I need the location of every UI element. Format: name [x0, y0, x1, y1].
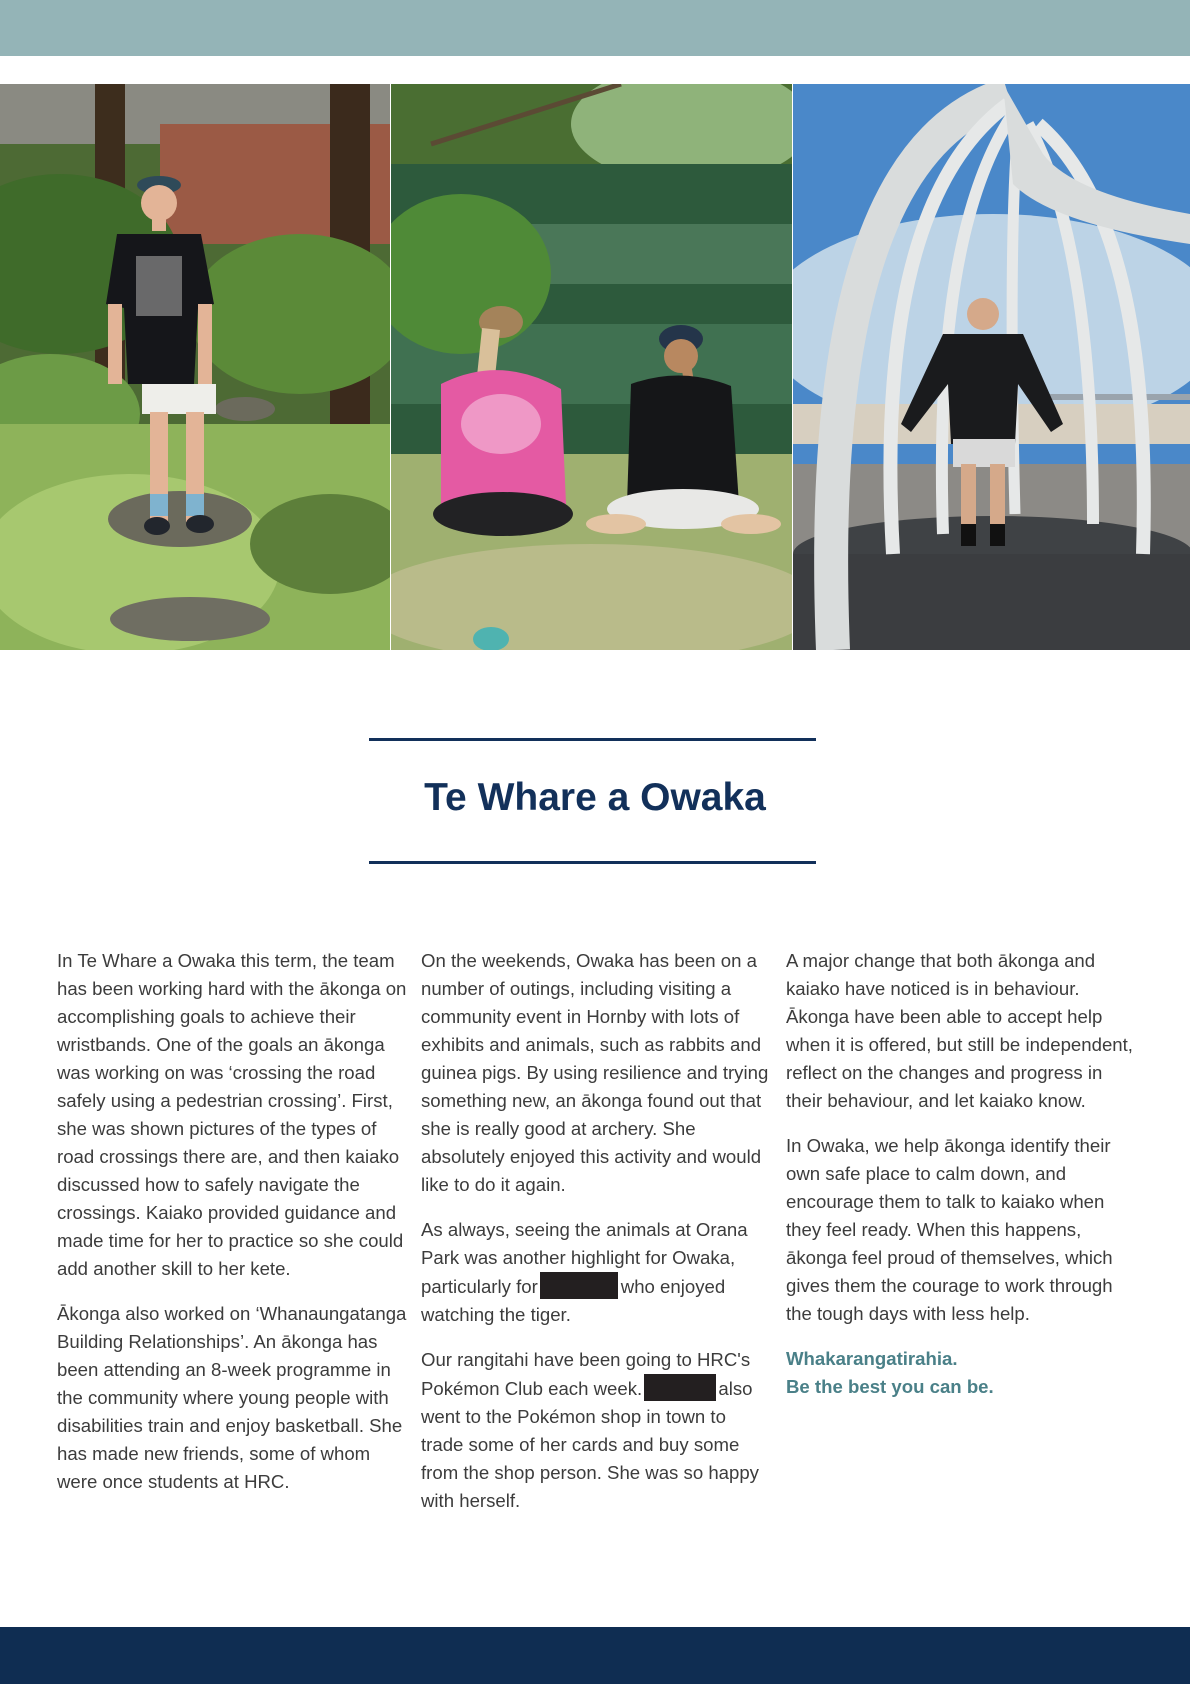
- motto-line-2: Be the best you can be.: [786, 1376, 994, 1397]
- redacted-name-block: [644, 1374, 716, 1401]
- two-students-by-river-photo: [391, 84, 792, 650]
- pokemon-text-after: also went to the Pokémon shop in town to trade some of her cards and buy some from the shop person. She was so happy with herself.: [421, 1378, 759, 1511]
- orana-park-text-after: who enjoyed watching the tiger.: [421, 1276, 726, 1325]
- paragraph-orana-park: [421, 1216, 771, 1329]
- student-in-whale-bone-sculpture-photo: [793, 84, 1190, 650]
- paragraph-behaviour-change: A major change that both ākonga and kaiako have noticed is in behaviour. Ākonga have been able to accept help when it is offered, but still be independent, reflect on the changes and progress in their behaviour, and let kaiako know.: [786, 950, 1133, 1111]
- orana-park-text-before: As always, seeing the animals at Orana Park was another highlight for Owaka, particularly for: [421, 1219, 748, 1297]
- paragraph-whanaungatanga: Ākonga also worked on ‘Whanaungatanga Building Relationships’. An ākonga has been attending an 8-week programme in the community where young people with disabilities train and enjoy basketball. She has made new friends, some of whom were once students at HRC.: [57, 1303, 407, 1492]
- student-in-fern-garden-photo: [0, 84, 390, 650]
- page-title: Te Whare a Owaka: [424, 776, 766, 819]
- text-column-1: [57, 947, 407, 1513]
- title-rule-top: [369, 738, 816, 741]
- pokemon-text-before: Our rangitahi have been going to HRC's Pokémon Club each week.: [421, 1349, 751, 1399]
- top-color-band: [0, 0, 1190, 56]
- redacted-name-block: [540, 1272, 618, 1299]
- motto-line-1: Whakarangatirahia.: [786, 1348, 958, 1369]
- title-rule-bottom: [369, 861, 816, 864]
- paragraph-safe-place: In Owaka, we help ākonga identify their own safe place to calm down, and encourage them to talk to kaiako when they feel ready. When this happens, ākonga feel proud of themselves, which gives them the courage to work through the tough days with less help.: [786, 1135, 1113, 1324]
- motto: [786, 1345, 1136, 1401]
- paragraph-pokemon-club: [421, 1346, 771, 1515]
- text-column-2: [421, 947, 771, 1532]
- paragraph-weekend-outings: On the weekends, Owaka has been on a number of outings, including visiting a community event in Hornby with lots of exhibits and animals, such as rabbits and guinea pigs. By using resilience and trying something new, an ākonga found out that she is really good at archery. She absolutely enjoyed this activity and would like to do it again.: [421, 950, 769, 1195]
- text-column-3: [786, 947, 1136, 1418]
- bottom-color-band: [0, 1627, 1190, 1684]
- paragraph-wristband-goals: In Te Whare a Owaka this term, the team has been working hard with the ākonga on accomplishing goals to achieve their wristbands. One of the goals an ākonga was working on was ‘crossing the road safely using a pedestrian crossing’. First, she was shown pictures of the types of road crossings there are, and then kaiako discussed how to safely navigate the crossings. Kaiako provided guidance and made time for her to practice so she could add another skill to her kete.: [57, 950, 407, 1279]
